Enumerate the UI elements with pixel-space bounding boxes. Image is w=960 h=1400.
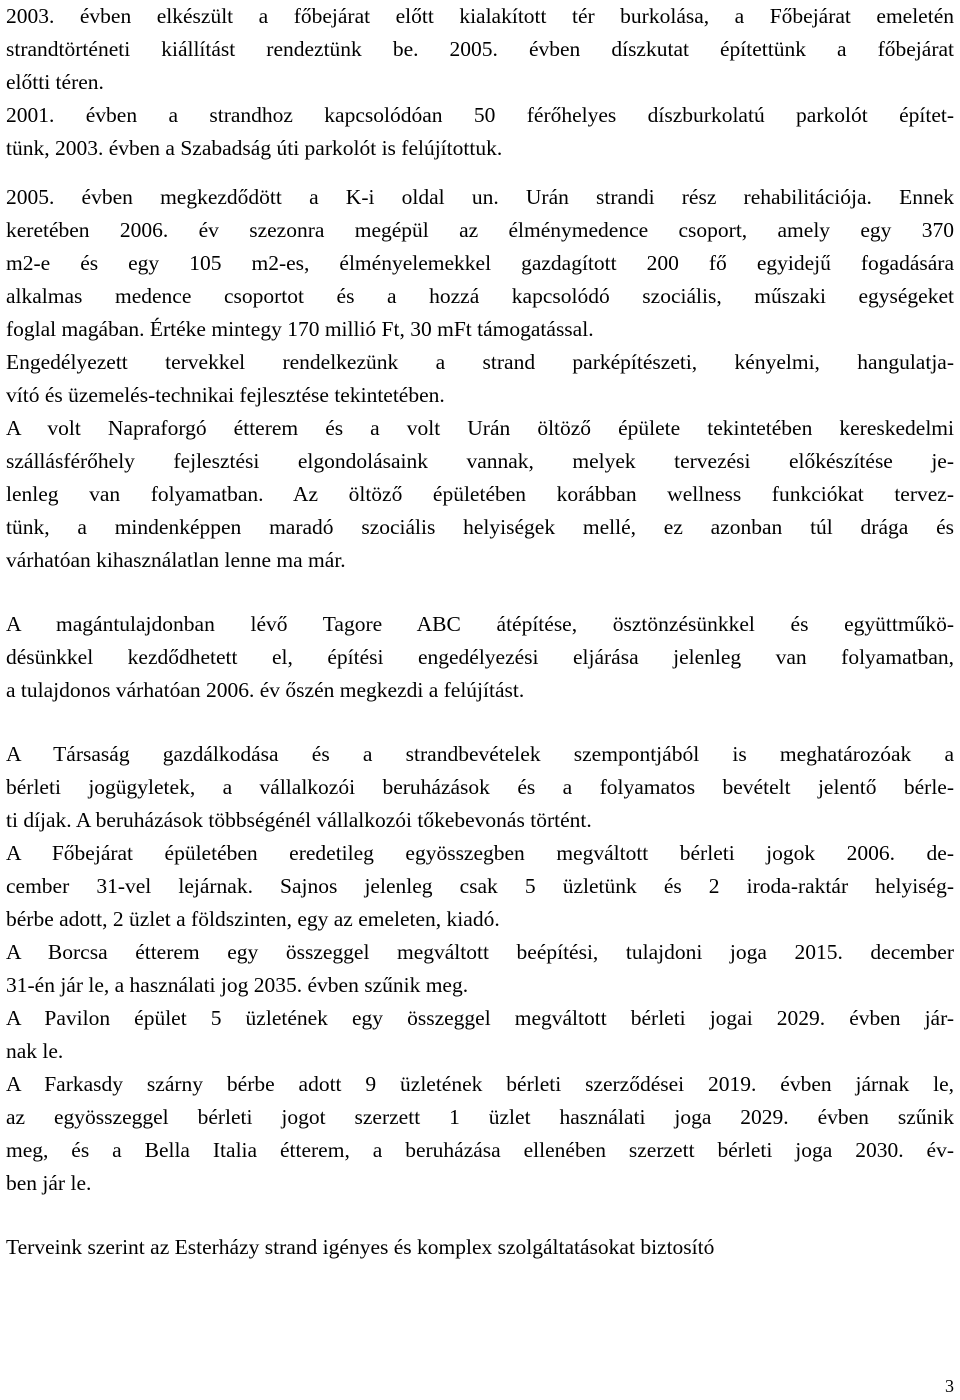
text-line: bérbe adott, 2 üzlet a földszinten, egy az emeleten, kiadó.	[6, 907, 500, 931]
text-line: A volt Napraforgó étterem és a volt Urán öltöző épülete tekintetében kereskedelmi	[6, 416, 954, 440]
text-line: foglal magában. Értéke mintegy 170 millió Ft, 30 mFt támogatással.	[6, 317, 594, 341]
text-line: 2001. évben a strandhoz kapcsolódóan 50 férőhelyes díszburkolatú parkolót építet-	[6, 103, 954, 127]
paragraph-entrance-square	[6, 0, 954, 99]
paragraph-gap	[6, 165, 954, 181]
page-number: 3	[945, 1376, 954, 1396]
paragraph-tagore-abc	[6, 608, 954, 707]
text-line: meg, és a Bella Italia étterem, a beruházása ellenében szerzett bérleti joga 2030. év-	[6, 1138, 954, 1162]
text-line: A Társaság gazdálkodása és a strandbevételek szempontjából is meghatározóak a	[6, 742, 954, 766]
text-line: m2-e és egy 105 m2-es, élményelemekkel gazdagított 200 fő egyidejű fogadására	[6, 251, 954, 275]
paragraph-gap	[6, 577, 954, 608]
text-line: keretében 2006. év szezonra megépül az élménymedence csoport, amely egy 370	[6, 218, 954, 242]
document-page	[6, 0, 954, 1264]
text-line: strandtörténeti kiállítást rendeztünk be. 2005. évben díszkutat építettünk a főbejárat	[6, 37, 954, 61]
text-line: A Borcsa étterem egy összeggel megváltott beépítési, tulajdoni joga 2015. december	[6, 940, 954, 964]
text-line: bérleti jogügyletek, a vállalkozói beruházások és a folyamatos bevételt jelentő bérle-	[6, 775, 954, 799]
text-line: désünkkel kezdődhetett el, építési engedélyezési eljárása jelenleg van folyamatban,	[6, 645, 954, 669]
text-line: A magántulajdonban lévő Tagore ABC átépítése, ösztönzésünkkel és együttműkö-	[6, 612, 954, 636]
text-line: nak le.	[6, 1039, 64, 1063]
text-line: lenleg van folyamatban. Az öltöző épületében korábban wellness funkciókat tervez-	[6, 482, 954, 506]
text-line: A Farkasdy szárny bérbe adott 9 üzletének bérleti szerződései 2019. évben járnak le,	[6, 1072, 954, 1096]
text-line: ben jár le.	[6, 1171, 92, 1195]
text-line: Terveink szerint az Esterházy strand igényes és komplex szolgáltatásokat biztosító	[6, 1235, 715, 1259]
text-line: vító és üzemelés-technikai fejlesztése tekintetében.	[6, 383, 445, 407]
paragraph-gap	[6, 1200, 954, 1231]
text-line: 2003. évben elkészült a főbejárat előtt kialakított tér burkolása, a Főbejárat emeletén	[6, 4, 954, 28]
text-line: a tulajdonos várhatóan 2006. év őszén megkezdi a felújítást.	[6, 678, 525, 702]
text-line: ti díjak. A beruházások többségénél vállalkozói tőkebevonás történt.	[6, 808, 592, 832]
paragraph-parking	[6, 99, 954, 165]
text-line: szállásférőhely fejlesztési elgondolásaink vannak, melyek tervezési előkészítése je-	[6, 449, 954, 473]
text-line: várhatóan kihasználatlan lenne ma már.	[6, 548, 346, 572]
text-line: 31-én jár le, a használati jog 2035. évben szűnik meg.	[6, 973, 469, 997]
text-line: A Pavilon épület 5 üzletének egy összeggel megváltott bérleti jogai 2029. évben jár-	[6, 1006, 954, 1030]
paragraph-lease-rights	[6, 738, 954, 1200]
paragraph-uran-rehabilitation	[6, 181, 954, 577]
text-line: cember 31-vel lejárnak. Sajnos jelenleg csak 5 üzletünk és 2 iroda-raktár helyiség-	[6, 874, 954, 898]
text-line: tünk, a mindenképpen maradó szociális helyiségek mellé, ez azonban túl drága és	[6, 515, 954, 539]
text-line: A Főbejárat épületében eredetileg egyösszegben megváltott bérleti jogok 2006. de-	[6, 841, 954, 865]
paragraph-future-plans	[6, 1231, 954, 1264]
text-line: előtti téren.	[6, 70, 104, 94]
text-line: az egyösszeggel bérleti jogot szerzett 1 üzlet használati joga 2029. évben szűnik	[6, 1105, 954, 1129]
text-line: 2005. évben megkezdődött a K-i oldal un. Urán strandi rész rehabilitációja. Ennek	[6, 185, 954, 209]
text-line: Engedélyezett tervekkel rendelkezünk a strand parképítészeti, kényelmi, hangulatja-	[6, 350, 954, 374]
text-line: tünk, 2003. évben a Szabadság úti parkolót is felújítottuk.	[6, 136, 503, 160]
text-line: alkalmas medence csoportot és a hozzá kapcsolódó szociális, műszaki egységeket	[6, 284, 954, 308]
paragraph-gap	[6, 707, 954, 738]
